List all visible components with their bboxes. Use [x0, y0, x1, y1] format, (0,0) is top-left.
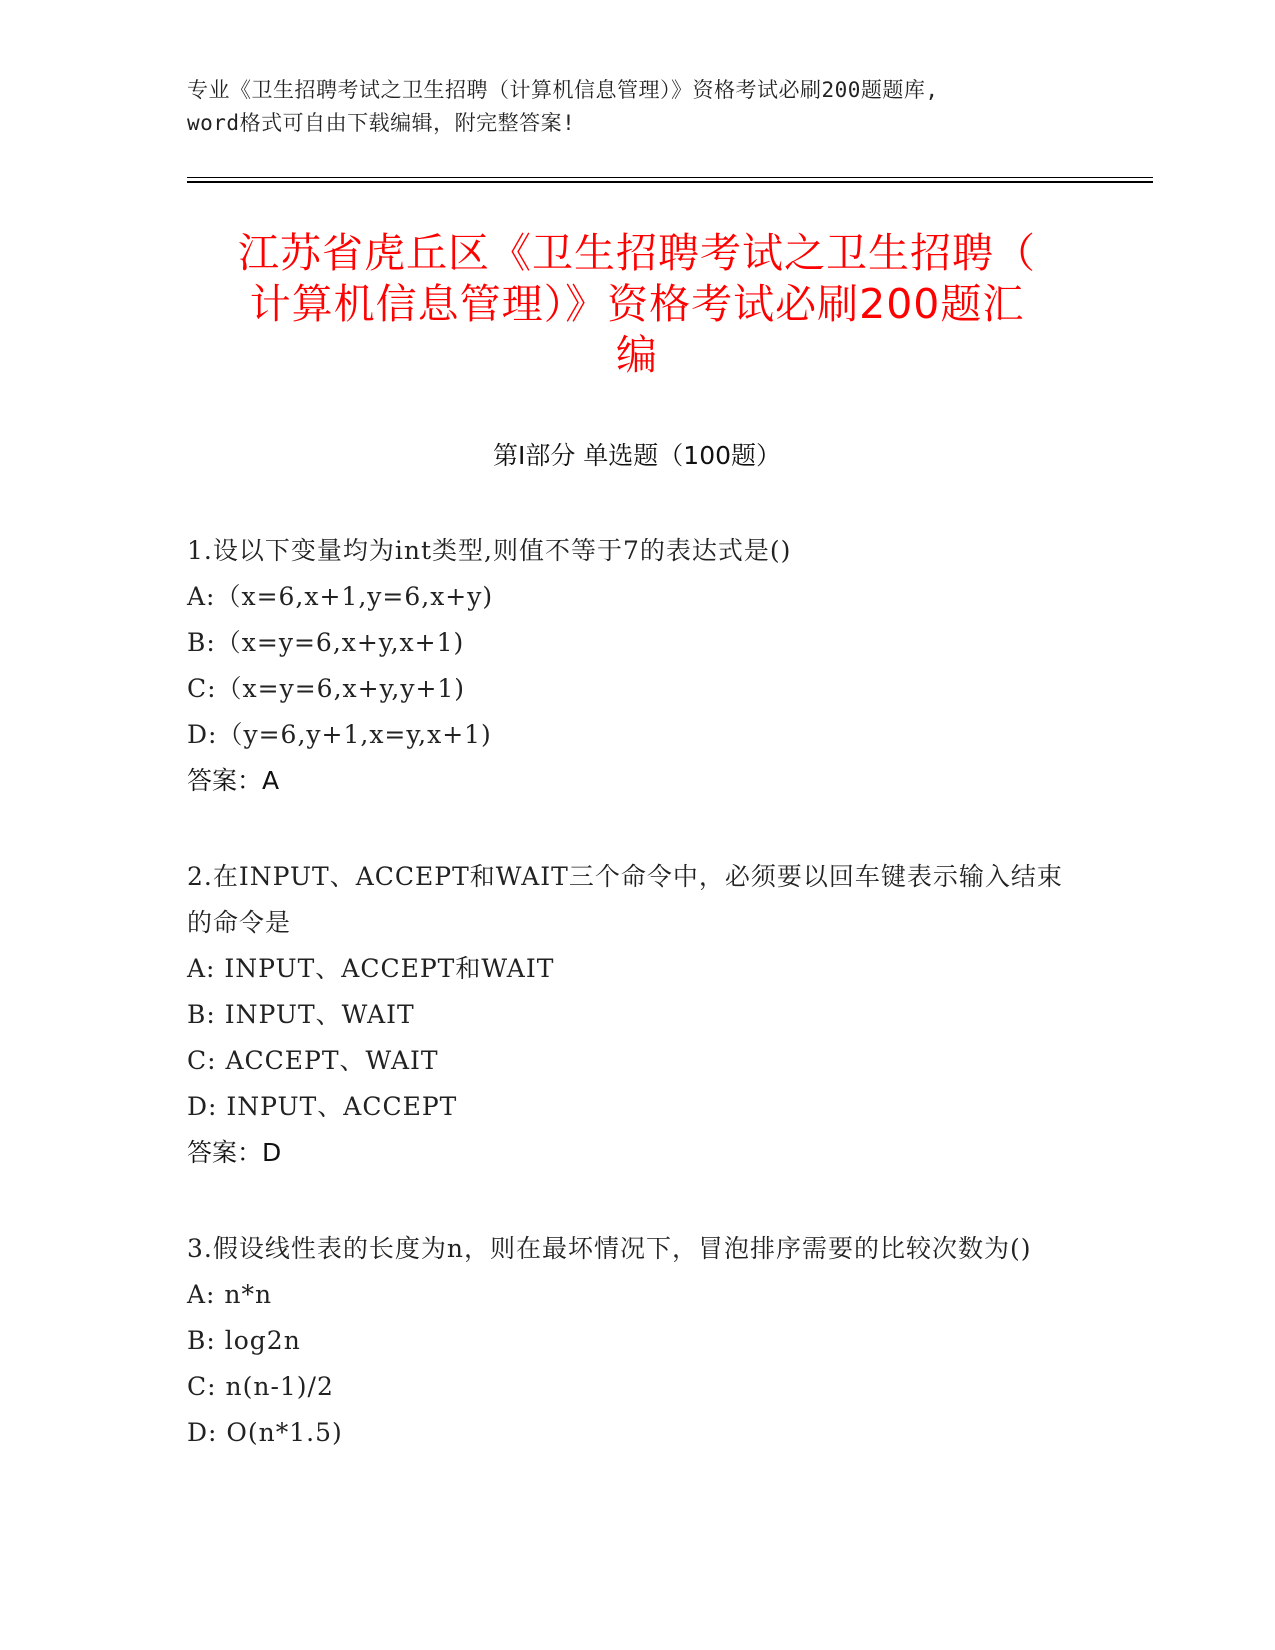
option-c: C: ACCEPT、WAIT [187, 1046, 439, 1075]
header-divider-thick [187, 181, 1153, 183]
document-title-line-2: 计算机信息管理）》资格考试必刷200题汇 [249, 280, 1025, 328]
question-stem: 1.设以下变量均为int类型,则值不等于7的表达式是() [187, 536, 792, 565]
answer: 答案：A [187, 766, 280, 795]
option-a: A: n*n [187, 1280, 273, 1309]
question-stem: 2.在INPUT、ACCEPT和WAIT三个命令中，必须要以回车键表示输入结束的命令是 [187, 862, 1063, 937]
question-stem: 3.假设线性表的长度为n，则在最坏情况下，冒泡排序需要的比较次数为() [187, 1234, 1032, 1263]
option-d: D: O(n*1.5) [187, 1418, 343, 1447]
header-note [187, 74, 1087, 140]
option-d: D: INPUT、ACCEPT [187, 1092, 458, 1121]
option-a: A:（x=6,x+1,y=6,x+y) [187, 582, 494, 611]
option-c: C: n(n-1)/2 [187, 1372, 334, 1401]
option-b: B: log2n [187, 1326, 301, 1355]
question-2 [187, 854, 1087, 1176]
header-note-line-2: word格式可自由下载编辑，附完整答案! [187, 111, 576, 135]
document-title [187, 228, 1087, 381]
question-3 [187, 1226, 1087, 1456]
section-title: 第I部分 单选题（100题） [492, 441, 782, 470]
option-c: C:（x=y=6,x+y,y+1) [187, 674, 466, 703]
option-d: D:（y=6,y+1,x=y,x+1) [187, 720, 492, 749]
header-divider-thin [187, 177, 1153, 178]
question-list [187, 528, 1087, 1506]
header-note-line-1: 专业《卫生招聘考试之卫生招聘（计算机信息管理）》资格考试必刷200题题库, [187, 78, 939, 102]
document-title-line-3: 编 [616, 331, 658, 379]
option-b: B:（x=y=6,x+y,x+1) [187, 628, 465, 657]
document-title-line-1: 江苏省虎丘区《卫生招聘考试之卫生招聘（ [238, 229, 1036, 277]
option-b: B: INPUT、WAIT [187, 1000, 415, 1029]
option-a: A: INPUT、ACCEPT和WAIT [187, 954, 555, 983]
question-1 [187, 528, 1087, 804]
answer: 答案：D [187, 1138, 282, 1167]
